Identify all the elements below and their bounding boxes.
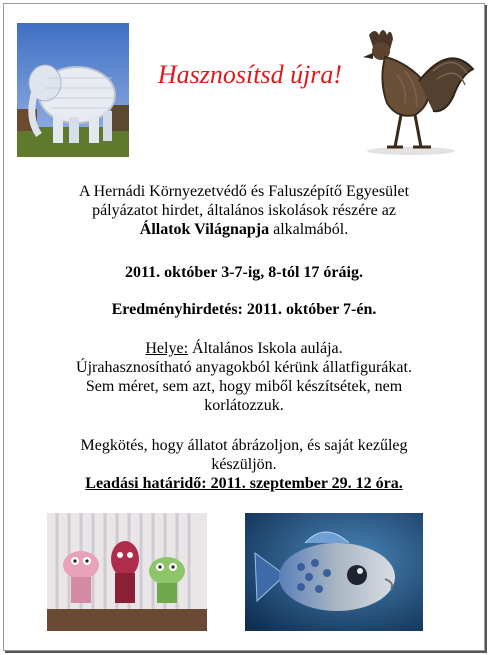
intro-line-1: A Hernádi Környezetvédő és Faluszépítő Egyesület xyxy=(78,183,410,200)
condition-line-2: készüljön. xyxy=(211,456,277,473)
animal-puppets-photo xyxy=(47,513,207,631)
elephant-sculpture-photo xyxy=(17,23,129,157)
location-line-3: Sem méret, sem azt, hogy miből készítsétek, nem xyxy=(85,378,403,395)
intro-paragraph xyxy=(4,182,484,239)
condition-line-1: Megkötés, hogy állatot ábrázoljon, és saját kezűleg xyxy=(80,437,408,454)
location-line-4: korlátozzuk. xyxy=(204,397,284,414)
intro-event-name: Állatok Világnapja xyxy=(139,221,270,238)
location-paragraph xyxy=(4,339,484,415)
results-announcement: Eredményhirdetés: 2011. október 7-én. xyxy=(111,301,377,318)
fish-sculpture-photo xyxy=(245,513,423,631)
submission-deadline: Leadási határidő: 2011. szeptember 29. 12 óra. xyxy=(85,475,403,492)
page-title: Hasznosítsd újra! xyxy=(157,60,343,89)
event-dates: 2011. október 3-7-ig, 8-tól 17 óráig. xyxy=(125,264,363,281)
location-line-2: Újrahasznosítható anyagokból kérünk állatfigurákat. xyxy=(76,359,412,376)
location-value: Általános Iskola aulája. xyxy=(188,340,343,357)
rooster-sculpture-photo xyxy=(349,23,479,157)
intro-line-2: pályázatot hirdet, általános iskolások részére az xyxy=(92,202,396,219)
condition-paragraph xyxy=(4,436,484,474)
document-page xyxy=(3,3,485,651)
location-label: Helye: xyxy=(145,340,189,357)
intro-line-3-rest: alkalmából. xyxy=(269,221,349,238)
location-line-1 xyxy=(4,339,484,358)
intro-line-3 xyxy=(4,220,484,239)
